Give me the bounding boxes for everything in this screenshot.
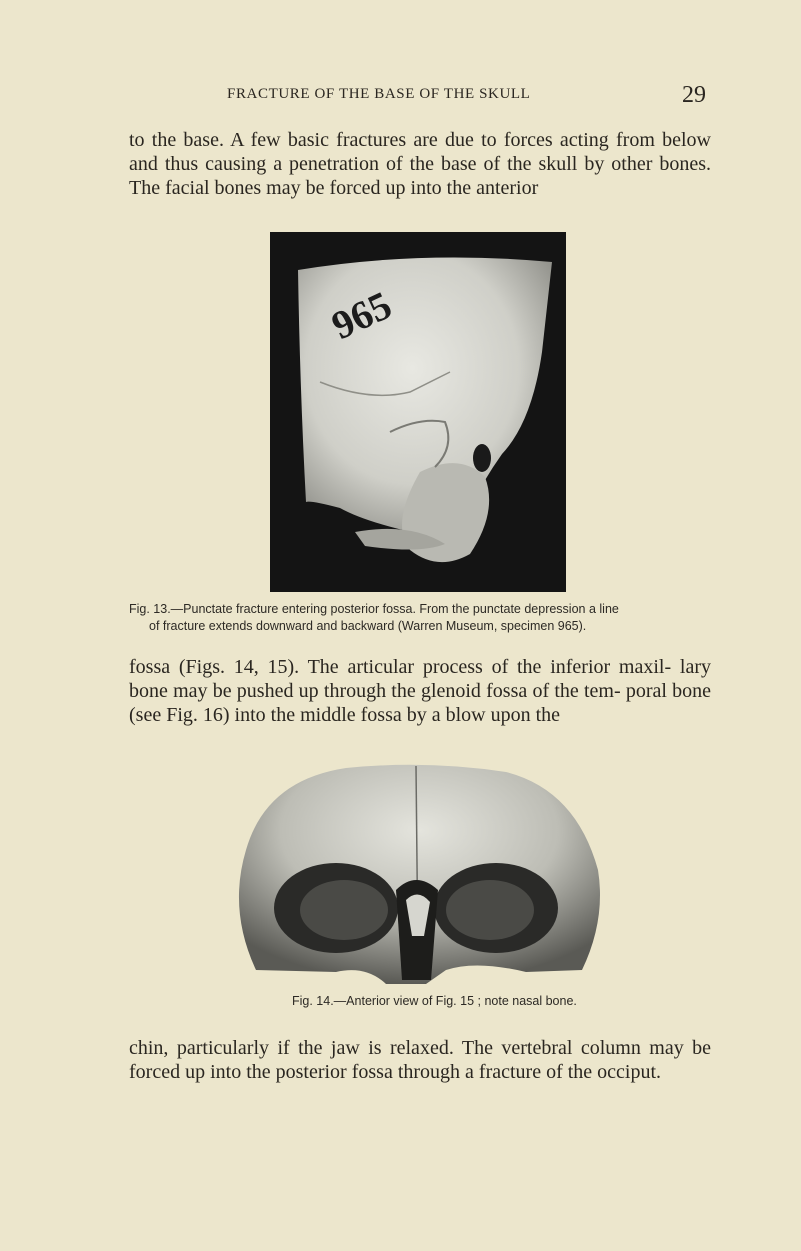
running-title: FRACTURE OF THE BASE OF THE SKULL [227,86,531,102]
specimen-label: 965 [324,282,399,349]
figure-14-caption: Fig. 14.—Anterior view of Fig. 15 ; note nasal bone. [292,994,577,1008]
paragraph-2: fossa (Figs. 14, 15). The articular process of the inferior maxil- lary bone may be pushed up through the glenoid fossa of the tem- poral bone (see Fig. 16) into the middle fossa by a blow upon the [129,656,711,726]
page-number: 29 [682,82,706,108]
figure-13-skull-photo [270,232,566,592]
paragraph-3: chin, particularly if the jaw is relaxed. The vertebral column may be forced up into the posterior fossa through a fracture of the occiput. [129,1037,711,1083]
figure-14-skull-anterior-photo [226,760,606,984]
figure-13-caption-line-1: Fig. 13.—Punctate fracture entering posterior fossa. From the punctate depression a line [129,602,619,616]
page-header [0,82,801,116]
paragraph-1: to the base. A few basic fractures are due to forces acting from below and thus causing a penetration of the base of the skull by other bones. The facial bones may be forced up into the anterior [129,129,711,199]
figure-13-caption-line-2: of fracture extends downward and backward (Warren Museum, specimen 965). [149,619,587,633]
figure-13-caption [129,601,714,635]
